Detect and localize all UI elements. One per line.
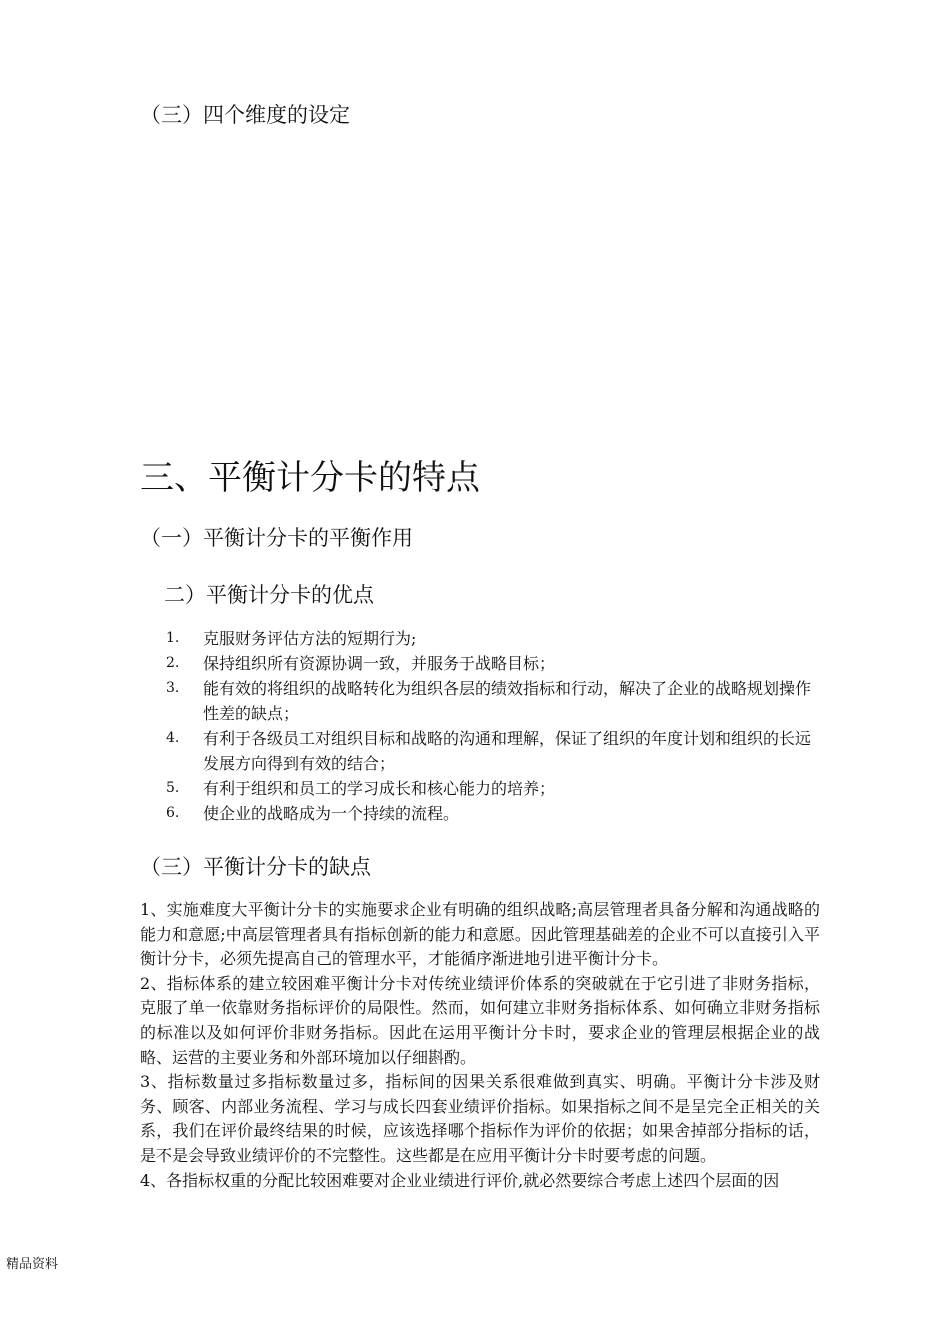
list-item xyxy=(166,726,826,776)
subheading-balance-role: （一）平衡计分卡的平衡作用 xyxy=(140,526,413,550)
list-item-number: 2. xyxy=(166,655,180,671)
list-item xyxy=(166,676,826,726)
paragraph: 2、指标体系的建立较困难平衡计分卡对传统业绩评价体系的突破就在于它引进了非财务指标，克服了单一依靠财务指标评价的局限性。然而，如何建立非财务指标体系、如何确立非财务指标的标准以及如何评价非财务指标。因此在运用平衡计分卡时，要求企业的管理层根据企业的战略、运营的主要业务和外部环境加以仔细斟酌。 xyxy=(140,973,820,1067)
list-item-text: 有利于各级员工对组织目标和战略的沟通和理解，保证了组织的年度计划和组织的长远发展方向得到有效的结合； xyxy=(203,729,812,773)
list-item-text: 能有效的将组织的战略转化为组织各层的绩效指标和行动，解决了企业的战略规划操作性差的缺点； xyxy=(203,679,812,723)
list-item-number: 4. xyxy=(166,730,180,746)
disadvantages-body xyxy=(140,898,820,1193)
list-item xyxy=(166,626,826,651)
list-item-text: 有利于组织和员工的学习成长和核心能力的培养； xyxy=(203,779,556,798)
list-item-text: 克服财务评估方法的短期行为; xyxy=(203,629,417,648)
paragraph: 3、指标数量过多指标数量过多，指标间的因果关系很难做到真实、明确。平衡计分卡涉及财务、顾客、内部业务流程、学习与成长四套业绩评价指标。如果指标之间不是呈完全正相关的关系，我们在评价最终结果的时候，应该选择哪个指标作为评价的依据；如果舍掉部分指标的话，是不是会导致业绩评价的不完整性。这些都是在应用平衡计分卡时要考虑的问题。 xyxy=(140,1072,820,1165)
list-item xyxy=(166,776,826,801)
list-item-number: 6. xyxy=(166,805,180,821)
chapter-title: 三、平衡计分卡的特点 xyxy=(140,458,480,498)
list-item-text: 保持组织所有资源协调一致，并服务于战略目标； xyxy=(203,654,556,673)
footer-watermark: 精品资料 xyxy=(6,1257,59,1272)
paragraph: 1、实施难度大平衡计分卡的实施要求企业有明确的组织战略;高层管理者具备分解和沟通战略的能力和意愿;中高层管理者具有指标创新的能力和意愿。因此管理基础差的企业不可以直接引入平衡计分卡，必须先提高自己的管理水平，才能循序渐进地引进平衡计分卡。 xyxy=(140,900,820,969)
list-item-number: 1. xyxy=(166,630,180,646)
list-item-number: 3. xyxy=(166,680,180,696)
list-item-number: 5. xyxy=(166,780,180,796)
subheading-disadvantages: （三）平衡计分卡的缺点 xyxy=(140,855,371,879)
list-item-text: 使企业的战略成为一个持续的流程。 xyxy=(203,804,460,823)
list-item xyxy=(166,651,826,676)
subheading-advantages: 二）平衡计分卡的优点 xyxy=(164,583,374,607)
section-heading-dimensions: （三）四个维度的设定 xyxy=(140,103,350,127)
advantages-list xyxy=(166,626,826,826)
paragraph: 4、各指标权重的分配比较困难要对企业业绩进行评价,就必然要综合考虑上述四个层面的因 xyxy=(140,1170,780,1190)
list-item xyxy=(166,801,826,826)
